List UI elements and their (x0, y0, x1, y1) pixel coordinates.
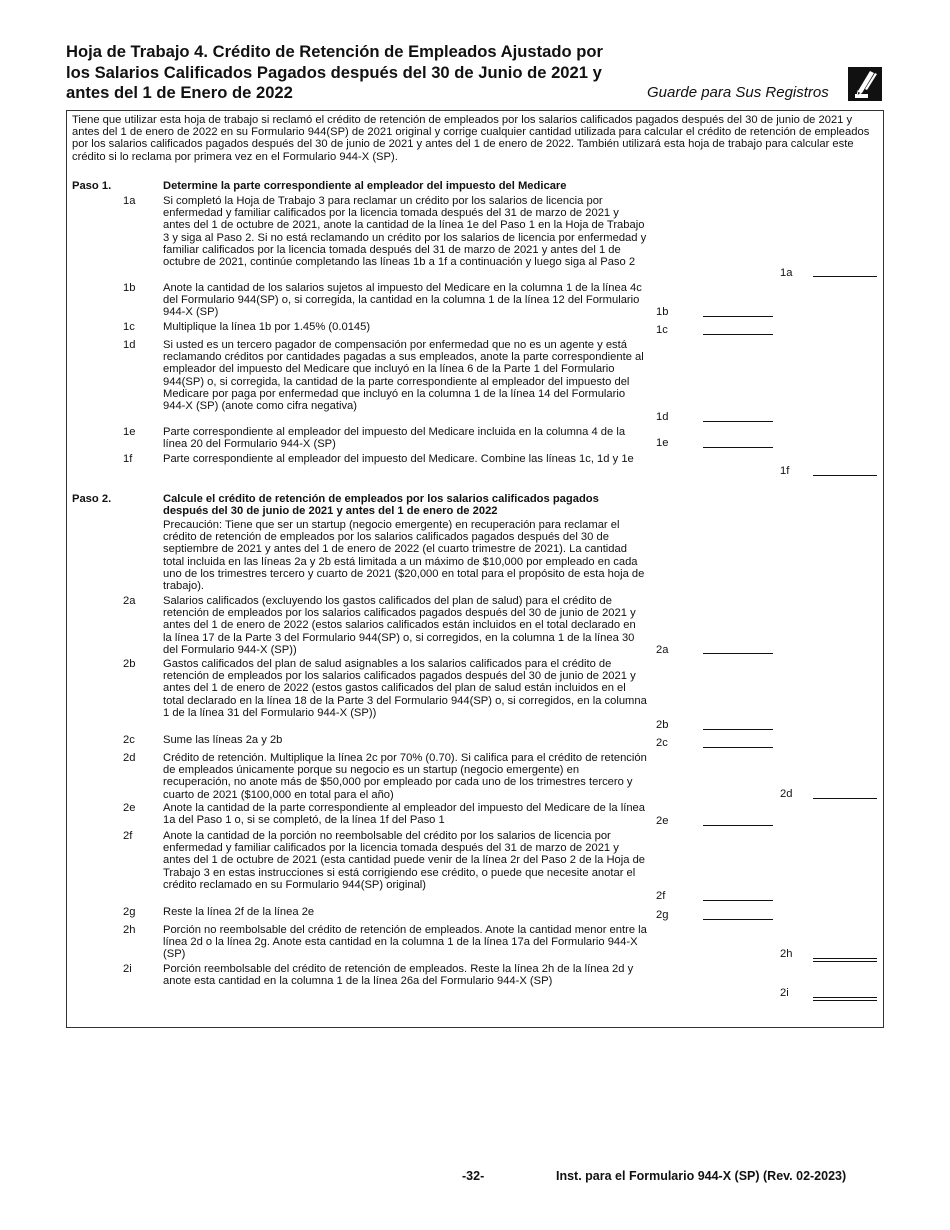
line-ref: 2h (780, 948, 793, 960)
line-ref: 2e (656, 815, 669, 827)
answer-field-1e[interactable] (703, 447, 773, 448)
line-id: 1f (123, 453, 133, 465)
worksheet-title: Hoja de Trabajo 4. Crédito de Retención de Empleados Ajustado por los Salarios Calificados Pagados después del 30 de Junio de 2021 y antes del 1 de Enero de 2022 (66, 42, 603, 102)
intro-text: Tiene que utilizar esta hoja de trabajo si reclamó el crédito de retención de empleados por los salarios calificados pagados después del 30 de junio de 2021 y antes del 1 de enero de 2022 en su Formulario 944(SP) de 2021 original y corrige cualquier cantidad utilizada para calcular el crédito de retención de empleados por los salarios calificados pagados después del 30 de junio de 2021 y antes del 1 de enero de 2022. También utilizará esta hoja de trabajo para calcular este crédito si lo reclama por primera vez en el Formulario 944-X (SP). (72, 114, 870, 163)
line-id: 2e (123, 802, 136, 814)
line-ref: 1f (780, 465, 790, 477)
line-text: Parte correspondiente al empleador del impuesto del Medicare. Combine las líneas 1c, 1d y 1e (163, 453, 634, 465)
line-text: Anote la cantidad de la parte correspondiente al empleador del impuesto del Medicare de la línea 1a del Paso 1 o, si se completó, de la línea 1f del Paso 1 (163, 802, 645, 827)
answer-field-2d[interactable] (813, 798, 877, 799)
line-id: 1b (123, 282, 136, 294)
page-number: -32- (462, 1169, 485, 1183)
answer-field-1f[interactable] (813, 475, 877, 476)
line-id: 2f (123, 830, 133, 842)
answer-field-2i[interactable] (813, 997, 877, 1001)
line-id: 1a (123, 195, 136, 207)
answer-field-2e[interactable] (703, 825, 773, 826)
line-ref: 1b (656, 306, 669, 318)
answer-field-2g[interactable] (703, 919, 773, 920)
line-id: 2b (123, 658, 136, 670)
answer-field-2b[interactable] (703, 729, 773, 730)
line-ref: 1d (656, 411, 669, 423)
line-id: 2g (123, 906, 136, 918)
answer-field-1b[interactable] (703, 316, 773, 317)
answer-field-1c[interactable] (703, 334, 773, 335)
keep-for-records-note: Guarde para Sus Registros (647, 84, 829, 101)
line-ref: 2i (780, 987, 789, 999)
line-id: 1d (123, 339, 136, 351)
line-ref: 2f (656, 890, 666, 902)
line-ref: 2a (656, 644, 669, 656)
footer-instruction: Inst. para el Formulario 944-X (SP) (Rev. 02-2023) (556, 1169, 847, 1183)
caution-text: Precaución: Tiene que ser un startup (negocio emergente) en recuperación para reclamar el crédito de retención de empleados por los salarios calificados pagados después del 30 de septiembre de 2021 y antes del 1 de enero de 2022 (el cuarto trimestre de 2021). La cantidad total incluida en las líneas 2a y 2b está limitada a un máximo de $10,000 por empleado en cada uno de los trimestres tercero y cuarto de 2021 ($20,000 en total para el propósito de esta hoja de trabajo). (163, 519, 645, 593)
line-id: 2d (123, 752, 136, 764)
step1-heading: Determine la parte correspondiente al empleador del impuesto del Medicare (163, 180, 567, 192)
answer-field-2c[interactable] (703, 747, 773, 748)
line-text: Parte correspondiente al empleador del impuesto del Medicare incluida en la columna 4 de la línea 20 del Formulario 944-X (SP) (163, 426, 626, 451)
line-text: Anote la cantidad de la porción no reembolsable del crédito por los salarios de licencia por enfermedad y familiar calificados por la licencia tomada después del 31 de marzo de 2021 y antes del 1 de octubre de 2021 (esta cantidad puede venir de la línea 2r del Paso 2 de la Hoja de Trabajo 3 en estas instrucciones si está corrigiendo ese crédito, o puede que necesite anotar el crédito reclamado en su Formulario 944(SP) original) (163, 830, 646, 891)
line-text: Reste la línea 2f de la línea 2e (163, 906, 315, 918)
line-id: 1c (123, 321, 135, 333)
answer-field-1a[interactable] (813, 276, 877, 277)
line-text: Multiplique la línea 1b por 1.45% (0.0145) (163, 321, 371, 333)
answer-field-2f[interactable] (703, 900, 773, 901)
answer-field-2h[interactable] (813, 958, 877, 962)
line-id: 2i (123, 963, 132, 975)
line-text: Salarios calificados (excluyendo los gastos calificados del plan de salud) para el crédito de retención de empleados por los salarios calificados pagados después del 30 de junio de 2021 y antes del 1 de enero de 2022 (estos salarios calificados están incluidos en el total declarado en la línea 17 de la Parte 3 del Formulario 944(SP) o, si corregidos, en la columna 1 de la línea 30 del Formulario 944-X (SP)) (163, 595, 636, 656)
step2-heading: Calcule el crédito de retención de empleados por los salarios calificados pagados después del 30 de junio de 2021 y antes del 1 de enero de 2022 (163, 493, 599, 518)
line-id: 2a (123, 595, 136, 607)
line-text: Anote la cantidad de los salarios sujetos al impuesto del Medicare en la columna 1 de la línea 4c del Formulario 944(SP) o, si corregida, la cantidad en la columna 1 de la línea 12 del Formulario 944-X (SP) (163, 282, 642, 319)
line-ref: 2d (780, 788, 793, 800)
line-ref: 1a (780, 267, 793, 279)
step1-label: Paso 1. (72, 180, 112, 192)
answer-field-2a[interactable] (703, 653, 773, 654)
line-id: 1e (123, 426, 136, 438)
line-id: 2c (123, 734, 135, 746)
line-text: Crédito de retención. Multiplique la línea 2c por 70% (0.70). Si califica para el crédito de retención de empleados únicamente porque su negocio es un startup (negocio emergente) en recuperación, no anote más de $50,000 por empleado por cada uno de los trimestres tercero y cuarto de 2021 ($100,000 en total para el año) (163, 752, 647, 801)
answer-field-1d[interactable] (703, 421, 773, 422)
step2-label: Paso 2. (72, 493, 112, 505)
line-ref: 1c (656, 324, 668, 336)
line-text: Si usted es un tercero pagador de compensación por enfermedad que no es un agente y está reclamando créditos por cantidades pagadas a sus empleados, anote la parte correspondiente al empleador del impuesto del Medicare que incluyó en la línea 6 de la Parte 1 del Formulario 944(SP) o, si corregida, la cantidad de la parte correspondiente al empleador del impuesto del Medicare por paga por enfermedad que incluyó en la columna 1 de la línea 14 del Formulario 944-X (SP) (anote como cifra negativa) (163, 339, 644, 413)
line-id: 2h (123, 924, 136, 936)
pencil-paper-icon (848, 67, 882, 101)
line-ref: 1e (656, 437, 669, 449)
line-ref: 2g (656, 909, 669, 921)
line-text: Si completó la Hoja de Trabajo 3 para reclamar un crédito por los salarios de licencia por enfermedad y familiar calificados por la licencia tomada después del 31 de marzo de 2021 y antes del 1 de octubre de 2021, anote la cantidad de la línea 1e del Paso 1 en la Hoja de Trabajo 3 y siga al Paso 2. Si no está reclamando un crédito por los salarios de licencia por enfermedad y familiar calificados por la licencia tomada después del 31 de marzo de 2021 y antes del 1 de octubre de 2021, continúe completando las líneas 1b a 1f a continuación y luego siga al Paso 2 (163, 195, 647, 269)
line-ref: 2c (656, 737, 668, 749)
line-text: Porción reembolsable del crédito de retención de empleados. Reste la línea 2h de la línea 2d y anote esta cantidad en la columna 1 de la línea 26a del Formulario 944-X (SP) (163, 963, 634, 988)
line-text: Gastos calificados del plan de salud asignables a los salarios calificados para el crédito de retención de empleados por los salarios calificados pagados después del 30 de junio de 2021 y antes del 1 de enero de 2022 (estos gastos calificados del plan de salud están incluidos en el total declarado en la línea 18 de la Parte 3 del Formulario 944(SP) o, si corregidos, en la columna 1 de la línea 31 del Formulario 944-X (SP)) (163, 658, 647, 719)
line-text: Porción no reembolsable del crédito de retención de empleados. Anote la cantidad menor entre la línea 2d o la línea 2g. Anote esta cantidad en la columna 1 de la línea 17a del Formulario 944-X (SP) (163, 924, 647, 961)
line-ref: 2b (656, 719, 669, 731)
line-text: Sume las líneas 2a y 2b (163, 734, 283, 746)
